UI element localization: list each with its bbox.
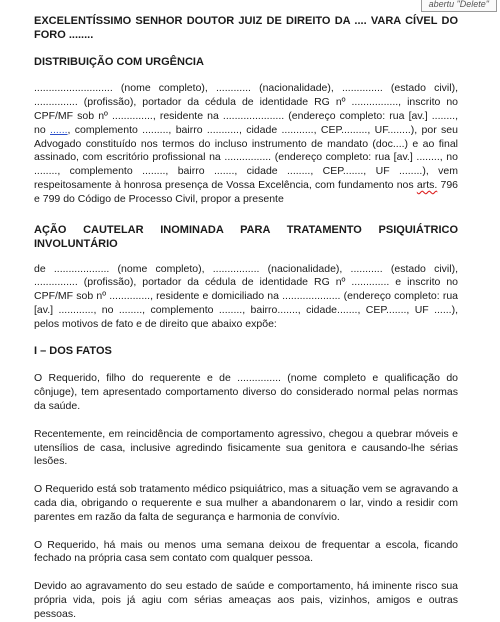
party-paragraph: de ................... (nome completo), ................ (nacionalidade), ........... (estado civil), ............... (profissão), portador da cédula de identidade RG nº ............. e inscrito no CPF/MF sob nº .............., residente e domiciliado na .................... (endereço completo: rua [av.] ............, no ........, complemento ........, bairro......., cidade......., CEP......., UF ......), pelos motivos de fato e de direito que abaixo expõe:	[34, 262, 458, 330]
fact-paragraph: O Requerido, há mais ou menos uma semana deixou de frequentar a escola, ficando fechado na própria casa sem contato com qualquer pessoa.	[34, 538, 458, 565]
facts-heading: I – DOS FATOS	[34, 344, 112, 357]
qualification-text-1: ........................... (nome completo), ............ (nacionalidade), .............. (estado civil), ............... (profissão), portador da cédula de identidade RG nº ................, inscrito no CPF/MF sob nº .............., residente na ..................... (endereço completo: rua [av.] ........, no	[34, 82, 458, 136]
qualification-text-2: , complemento ........., bairro ..........., cidade ..........., CEP........., UF........), por seu Advogado constituído nos termos do incluso instrumento de mandato (doc....) e ao final assinado, com escritório profissional na ................ (endereço completo: rua [av.] ........, no ........, complemento ........, bairro ......., cidade ........, CEP......., UF ........), vem respeitosamente à honrosa presença de Vossa Excelência, com fundamento nos	[34, 123, 458, 191]
tooltip: abertu "Delete"	[421, 0, 497, 12]
addressee-heading: EXCELENTÍSSIMO SENHOR DOUTOR JUIZ DE DIREITO DA .... VARA CÍVEL DO FORO ........	[34, 15, 458, 41]
fact-paragraph: Devido ao agravamento do seu estado de saúde e comportamento, há iminente risco sua própria vida, pois já agiu com sérias ameaças aos pais, vizinhos, amigos e outras pessoas.	[34, 580, 458, 620]
fact-paragraph: O Requerido, filho do requerente e de ............... (nome completo e qualificação do cônjuge), tem apresentado comportamento diverso do considerado normal pelas normas da saúde.	[34, 372, 458, 412]
blank-field: ......	[50, 123, 68, 136]
fact-paragraph: O Requerido está sob tratamento médico psiquiátrico, mas a situação vem se agravando a cada dia, obrigando o requerente e sua mulher a abandonarem o lar, vindo a residir com parentes em razão da falta de segurança e harmonia de convívio.	[34, 483, 458, 523]
spellcheck-word: arts.	[416, 178, 438, 191]
action-title: AÇÃO CAUTELAR INOMINADA PARA TRATAMENTO PSIQUIÁTRICO INVOLUNTÁRIO	[34, 223, 458, 250]
qualification-paragraph	[34, 82, 458, 206]
qualification-text-3: 796 e 799 do Código de Processo Civil, propor a presente	[34, 178, 459, 205]
urgency-heading: DISTRIBUIÇÃO COM URGÊNCIA	[34, 55, 204, 68]
fact-paragraph: Recentemente, em reincidência de comportamento agressivo, chegou a quebrar móveis e utensílios de casa, inclusive agredindo fisicamente sua genitora e causando-lhe sérias lesões.	[34, 427, 458, 468]
document-page	[34, 14, 458, 622]
